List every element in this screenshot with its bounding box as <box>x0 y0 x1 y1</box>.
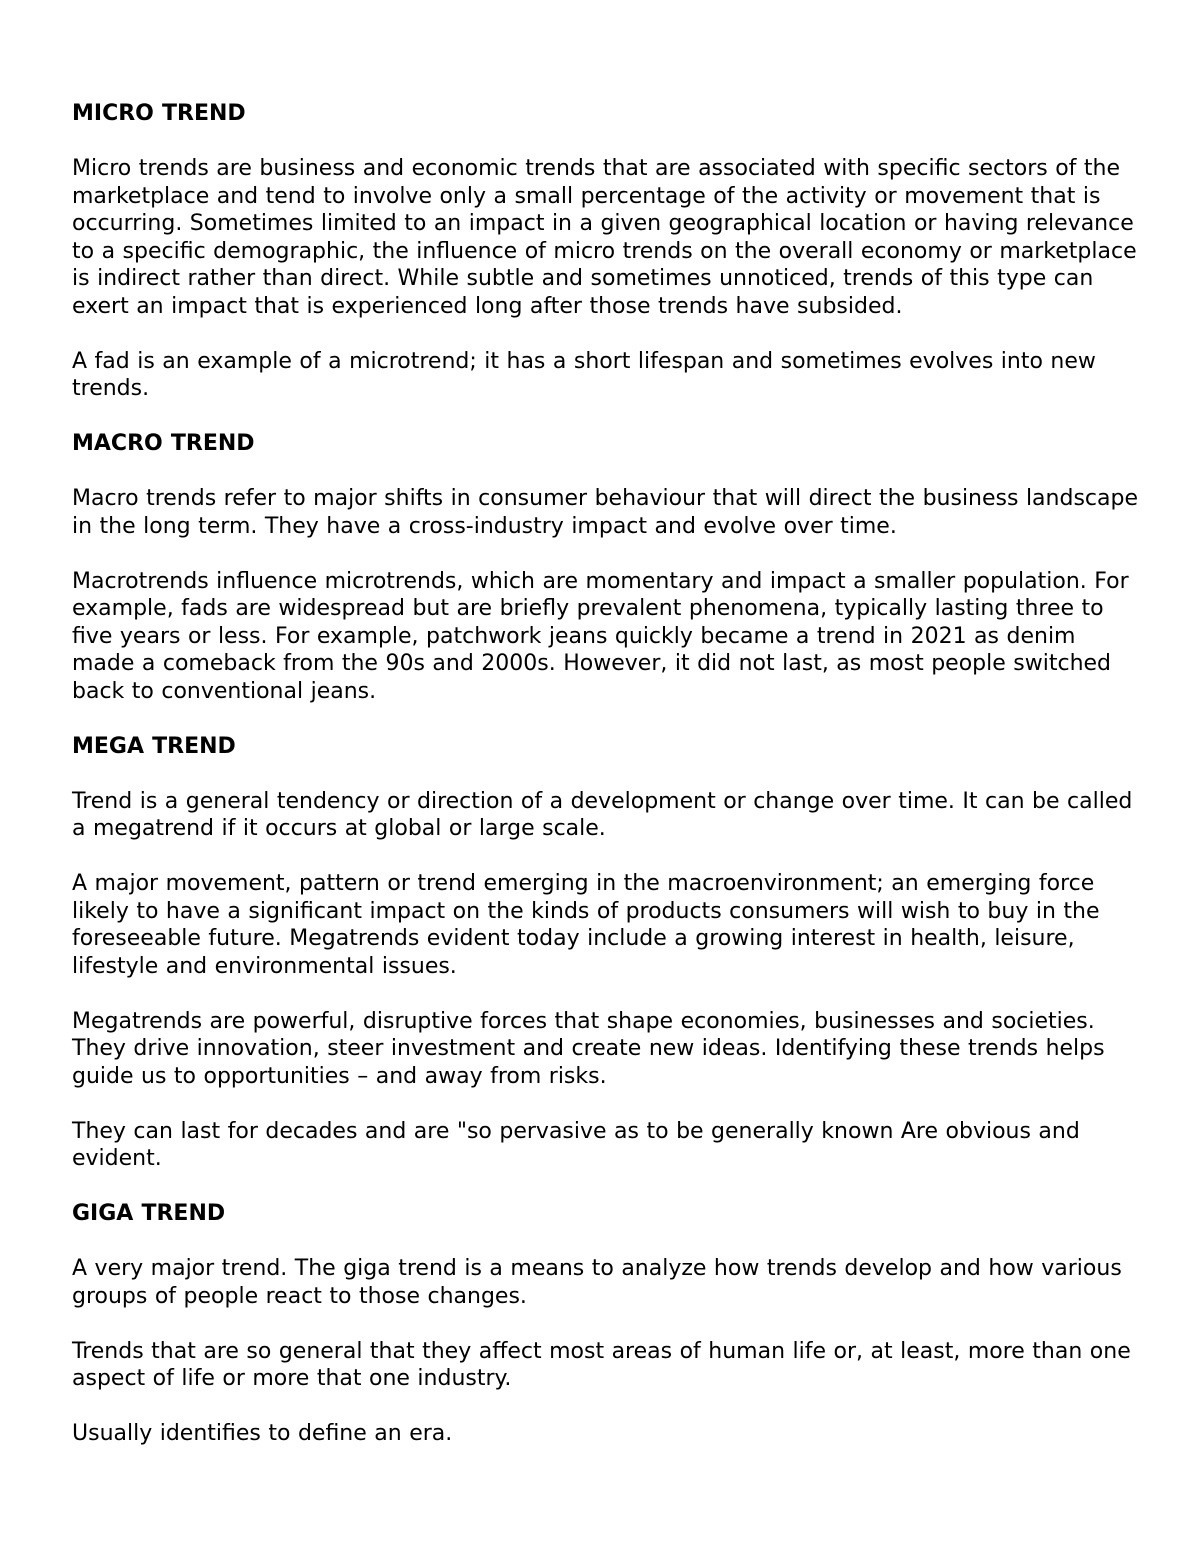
section-macro-trend <box>72 430 1142 705</box>
paragraph: A fad is an example of a microtrend; it has a short lifespan and sometimes evolves into new trends. <box>72 348 1096 401</box>
paragraph: A very major trend. The giga trend is a means to analyze how trends develop and how various groups of people react to those changes. <box>72 1256 1122 1309</box>
paragraph: Trend is a general tendency or direction of a development or change over time. It can be called a megatrend if it occurs at global or large scale. <box>72 788 1133 841</box>
section-heading: MICRO TREND <box>72 101 246 126</box>
document-page <box>72 100 1142 1448</box>
paragraph: A major movement, pattern or trend emerging in the macroenvironment; an emerging force likely to have a significant impact on the kinds of products consumers will wish to buy in the foreseeable future. Megatrends evident today include a growing interest in health, leisure, lifestyle and environmental issues. <box>72 871 1100 979</box>
section-heading: GIGA TREND <box>72 1201 226 1226</box>
section-micro-trend <box>72 100 1142 403</box>
section-giga-trend <box>72 1200 1142 1448</box>
paragraph: Macrotrends influence microtrends, which are momentary and impact a smaller population. For example, fads are widespread but are briefly prevalent phenomena, typically lasting three to five years or less. For example, patchwork jeans quickly became a trend in 2021 as denim made a comeback from the 90s and 2000s. However, it did not last, as most people switched back to conventional jeans. <box>72 568 1129 704</box>
paragraph: Usually identifies to define an era. <box>72 1421 453 1446</box>
paragraph: Micro trends are business and economic trends that are associated with specific sectors of the marketplace and tend to involve only a small percentage of the activity or movement that is occurring. Sometimes limited to an impact in a given geographical location or having relevance to a specific demographic, the influence of micro trends on the overall economy or marketplace is indirect rather than direct. While subtle and sometimes unnoticed, trends of this type can exert an impact that is experienced long after those trends have subsided. <box>72 156 1137 319</box>
section-heading: MACRO TREND <box>72 431 255 456</box>
paragraph: They can last for decades and are "so pervasive as to be generally known Are obvious and evident. <box>72 1118 1080 1171</box>
section-heading: MEGA TREND <box>72 733 236 759</box>
paragraph: Macro trends refer to major shifts in consumer behaviour that will direct the business landscape in the long term. They have a cross-industry impact and evolve over time. <box>72 486 1138 539</box>
section-mega-trend <box>72 733 1142 1173</box>
paragraph: Trends that are so general that they affect most areas of human life or, at least, more than one aspect of life or more that one industry. <box>72 1338 1131 1391</box>
paragraph: Megatrends are powerful, disruptive forces that shape economies, businesses and societies. They drive innovation, steer investment and create new ideas. Identifying these trends helps guide us to opportunities – and away from risks. <box>72 1008 1105 1089</box>
